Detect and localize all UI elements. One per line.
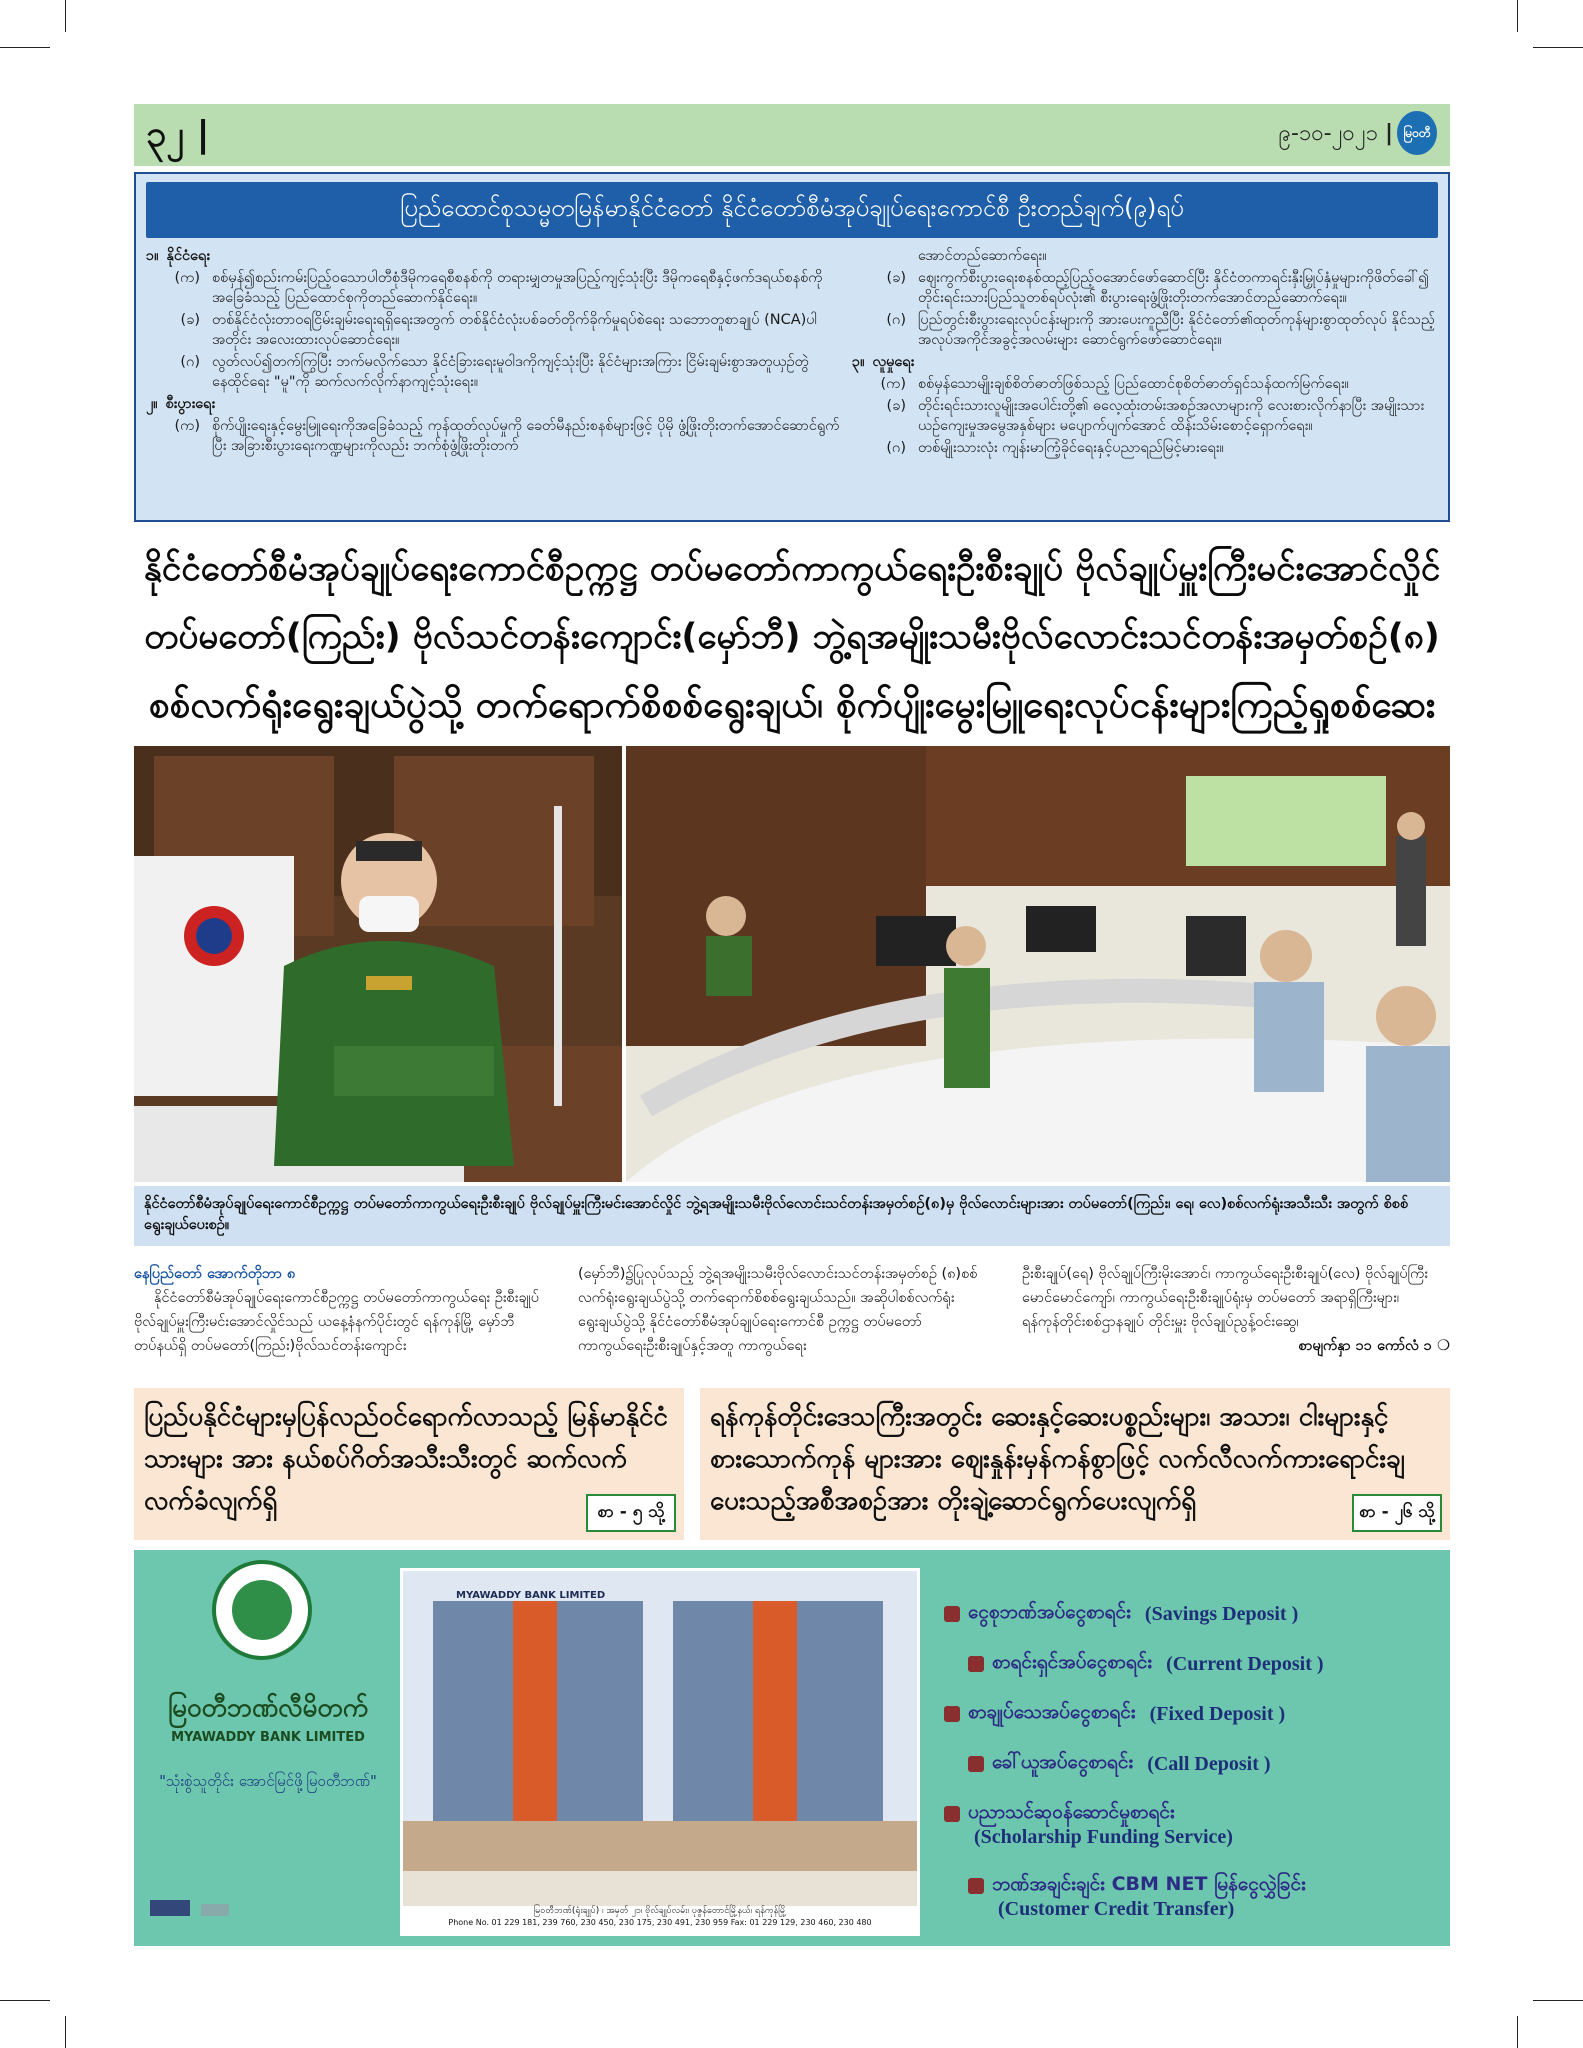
item-text: တိုင်းရင်းသားလူမျိုးအပေါင်းတို့၏ ဓလေ့ထုံးတမ်းအစဉ်အလာများကို လေးစားလိုက်နာပြီး အမျိုးသားယဉ်ကျေးမှုအမွေအနှစ်များ မပျောက်ပျက်အောင် ထိန်းသိမ်းစောင့်ရှောက်ရေး။ — [918, 398, 1425, 434]
item-text: ပြည်တွင်းစီးပွားရေးလုပ်ငန်းများကို အားပေးကူညီပြီး နိုင်ငံတော်၏ထုတ်ကုန်များစွာထုတ်လုပ် နိုင်သည့် အလုပ်အကိုင်အခွင့်အလမ်းများ ဆောင်ရွက်ဖော်ဆောင်ရေး။ — [918, 312, 1436, 348]
bank-building-image — [400, 1568, 920, 1936]
ad-footer-phone: Phone No. 01 229 181, 239 760, 230 450, 230 175, 230 491, 230 959 Fax: 01 229 129, 230 460, 230 480 — [448, 1918, 872, 1927]
article-byline: နေပြည်တော် အောက်တိုဘာ ၈ — [134, 1266, 296, 1282]
teaser-page-link[interactable]: စာ - ၅ သို့ — [586, 1494, 676, 1532]
objectives-title: ပြည်ထောင်စုသမ္မတမြန်မာနိုင်ငံတော် နိုင်ငံတော်စီမံအုပ်ချုပ်ရေးကောင်စီ ဦးတည်ချက်(၉)ရပ် — [146, 182, 1438, 238]
crop-mark — [1533, 47, 1583, 48]
objective-section-heading — [146, 246, 842, 266]
item-text: တစ်နိုင်ငံလုံးတာဝရငြိမ်းချမ်းရေးရရှိရေးအတွက် တစ်နိုင်ငံလုံးပစ်ခတ်တိုက်ခိုက်မှုရပ်စဲရေး သဘောတူစာချုပ် (NCA)ပါအတိုင်း အလေးထားလုပ်ဆောင်ရေး။ — [212, 312, 818, 348]
item-number: (ဂ) — [886, 312, 906, 328]
objective-item — [852, 268, 1442, 308]
photo-meeting-hall — [626, 746, 1450, 1182]
page-header-band — [134, 104, 1450, 166]
crop-mark — [65, 2016, 66, 2048]
objective-item — [852, 310, 1442, 350]
money-bag-icon — [944, 1706, 960, 1722]
item-number: (ခ) — [180, 312, 200, 328]
crop-mark — [1533, 2000, 1583, 2001]
objective-section-heading — [852, 352, 1442, 372]
objective-item — [852, 396, 1442, 436]
section-title: စီးပွားရေး — [165, 396, 216, 412]
teaser-returnees[interactable] — [134, 1388, 684, 1540]
section-number: ၃။ — [852, 354, 865, 370]
item-number: (က) — [174, 270, 200, 286]
objective-item — [146, 310, 842, 350]
page-number: ၃၂ | — [146, 114, 210, 155]
photo-commander-in-chief — [134, 746, 622, 1182]
card-logos — [150, 1900, 300, 1918]
item-text: စစ်မှန်သောမျိုးချစ်စိတ်ဓာတ်ဖြစ်သည့် ပြည်ထောင်စုစိတ်ဓာတ်ရှင်သန်ထက်မြက်ရေး။ — [918, 376, 1349, 392]
section-title: နိုင်ငံရေး — [166, 248, 211, 264]
objective-section-heading — [146, 394, 842, 414]
section-number: ၁။ — [146, 248, 159, 264]
crop-mark — [0, 47, 50, 48]
teaser-text: ရန်ကုန်တိုင်းဒေသကြီးအတွင်း ဆေးနှင့်ဆေးပစ္စည်းများ၊ အသား၊ ငါးများနှင့်စားသောက်ကုန် များအား ဈေးနှုန်းမှန်ကန်စွာဖြင့် လက်လီလက်ကားရောင်းချပေးသည့်အစီအစဉ်အား တိုးချဲ့ဆောင်ရွက်ပေးလျက်ရှိ — [710, 1402, 1405, 1516]
item-number — [852, 246, 918, 266]
bank-slogan: "သုံးစွဲသူတိုင်း အောင်မြင်ဖို့မြဝတီဘဏ်" — [159, 1772, 377, 1790]
item-number: (ခ) — [886, 270, 906, 286]
teaser-page-link[interactable]: စာ - ၂၆ သို့ — [1352, 1494, 1442, 1532]
service-savings: ငွေစုဘဏ်အပ်ငွေစာရင်း (Savings Deposit ) — [944, 1600, 1298, 1628]
service-call: ခေါ်ယူအပ်ငွေစာရင်း (Call Deposit ) — [968, 1750, 1271, 1778]
headline-line-1: နိုင်ငံတော်စီမံအုပ်ချုပ်ရေးကောင်စီဥက္ကဋ္ဌ တပ်မတော်ကာကွယ်ရေးဦးစီးချုပ် ဗိုလ်ချုပ်မှူးကြီးမင်းအောင်လှိုင် — [143, 549, 1441, 589]
headline-line-3: စစ်လက်ရုံးရွေးချယ်ပွဲသို့ တက်ရောက်စိစစ်ရွေးချယ်၊ စိုက်ပျိုးမွေးမြူရေးလုပ်ငန်းများကြည့်ရှုစစ်ဆေး — [148, 683, 1436, 726]
service-scholarship-en: (Scholarship Funding Service) — [974, 1826, 1233, 1848]
ad-footer-address: မြဝတီဘဏ်(ရုံးချုပ်) ၊ အမှတ် ၂၁၊ ဗိုလ်ချုပ်လမ်း၊ ပုဇွန်တောင်မြို့နယ်၊ ရန်ကုန်မြို့ — [533, 1906, 787, 1916]
objective-item — [852, 246, 1442, 266]
article-column-1 — [134, 1262, 554, 1358]
article-column-2 — [578, 1262, 998, 1358]
article-text-3: ဦးစီးချုပ်(ရေ) ဗိုလ်ချုပ်ကြီးမိုးအောင်၊ ကာကွယ်ရေးဦးစီးချုပ်(လေ) ဗိုလ်ချုပ်ကြီးမောင်မောင်ကျော်၊ ကာကွယ်ရေးဦးစီးချုပ်ရုံးမှ တပ်မတော် အရာရှိကြီးများ၊ ရန်ကုန်တိုင်းစစ်ဌာနချုပ် တိုင်းမှူး ဗိုလ်ချုပ်ညွန့်ဝင်းဆွေ၊ — [1022, 1266, 1428, 1330]
continued-note: စာမျက်နှာ ၁၁ ကော်လံ ၁ ❍ — [1298, 1338, 1450, 1354]
item-number: (ဂ) — [886, 440, 906, 456]
objectives-right-column — [852, 246, 1442, 460]
service-cbm-net-en: (Customer Credit Transfer) — [998, 1898, 1235, 1920]
service-scholarship: ပညာသင်ဆုဝန်ဆောင်မှုစာရင်း — [944, 1800, 1189, 1828]
item-text: စိုက်ပျိုးရေးနှင့်မွေးမြူရေးကိုအခြေခံသည့် ကုန်ထုတ်လုပ်မှုကို ခေတ်မီနည်းစနစ်များဖြင့် ပိုမို ဖွံ့ဖြိုးတိုးတက်အောင်ဆောင်ရွက်ပြီး အခြားစီးပွားရေးကဏ္ဍများကိုလည်း ဘက်စုံဖွံ့ဖြိုးတိုးတက် — [212, 418, 840, 454]
money-bag-icon — [944, 1806, 960, 1822]
money-bag-icon — [968, 1756, 984, 1772]
section-number: ၂။ — [146, 396, 158, 412]
objective-item — [146, 352, 842, 392]
money-bag-icon — [968, 1878, 984, 1894]
item-number: (ခ) — [886, 398, 906, 414]
bank-logo — [212, 1560, 312, 1660]
newspaper-logo: မြဝတီ — [1397, 111, 1437, 155]
article-text-2: (မှော်ဘီ)၌ပြုလုပ်သည့် ဘွဲ့ရအမျိုးသမီးဗိုလ်လောင်းသင်တန်းအမှတ်စဉ် (၈)စစ်လက်ရုံးရွေးချယ်ပွဲသို့ တက်ရောက်စိစစ်ရွေးချယ်သည်။ အဆိုပါစစ်လက်ရုံးရွေးချယ်ပွဲသို့ နိုင်ငံတော်စီမံအုပ်ချုပ်ရေးကောင်စီ ဥက္ကဋ္ဌ တပ်မတော်ကာကွယ်ရေးဦးစီးချုပ်နှင့်အတူ ကာကွယ်ရေး — [578, 1266, 978, 1354]
section-title: လူမှုရေး — [872, 354, 915, 370]
article-text-1: နိုင်ငံတော်စီမံအုပ်ချုပ်ရေးကောင်စီဥက္ကဋ္ဌ တပ်မတော်ကာကွယ်ရေး ဦးစီးချုပ် ဗိုလ်ချုပ်မှူးကြီးမင်းအောင်လှိုင်သည် ယနေ့နံနက်ပိုင်းတွင် ရန်ကုန်မြို့ မှော်ဘီတပ်နယ်ရှိ တပ်မတော်(ကြည်း)ဗိုလ်သင်တန်းကျောင်း — [134, 1290, 540, 1354]
article-column-3 — [1022, 1262, 1450, 1358]
item-text: လွတ်လပ်၍တက်ကြွပြီး ဘက်မလိုက်သော နိုင်ငံခြားရေးမူဝါဒကိုကျင့်သုံးပြီး နိုင်ငံများအကြား ငြိမ်းချမ်းစွာအတူယှဉ်တွဲနေထိုင်ရေး "မူ"ကို ဆက်လက်လိုက်နာကျင့်သုံးရေး။ — [212, 354, 809, 390]
building-sign: MYAWADDY BANK LIMITED — [456, 1590, 606, 1601]
money-bag-icon — [968, 1656, 984, 1672]
item-text: စစ်မှန်၍စည်းကမ်းပြည့်ဝသောပါတီစုံဒီမိုကရေစီစနစ်ကို တရားမျှတမှုအပြည့်ကျင့်သုံးပြီး ဒီမိုကရေစီနှင့်ဖက်ဒရယ်စနစ်ကိုအခြေခံသည့် ပြည်ထောင်စုကိုတည်ဆောက်နိုင်ရေး။ — [212, 270, 823, 306]
service-current: စာရင်းရှင်အပ်ငွေစာရင်း (Current Deposit ) — [968, 1650, 1324, 1678]
objective-item — [146, 416, 842, 456]
item-number: (က) — [174, 418, 200, 434]
item-number: (ဂ) — [180, 354, 200, 370]
bank-name-en: MYAWADDY BANK LIMITED — [171, 1730, 365, 1745]
objective-item — [852, 438, 1442, 458]
headline-line-2: တပ်မတော်(ကြည်း) ဗိုလ်သင်တန်းကျောင်း(မှော်ဘီ) ဘွဲ့ရအမျိုးသမီးဗိုလ်လောင်းသင်တန်းအမှတ်စဉ်(၈) — [144, 617, 1440, 657]
crop-mark — [65, 0, 66, 32]
teaser-yangon-prices[interactable] — [700, 1388, 1450, 1540]
issue-date: ၉-၁၀-၂၀၂၁ | — [1278, 121, 1393, 146]
crop-mark — [1517, 0, 1518, 32]
objectives-left-column — [146, 246, 842, 458]
item-text: ဈေးကွက်စီးပွားရေးစနစ်ထည့်ပြည့်ဝအောင်ဖော်ဆောင်ပြီး နိုင်ငံတကာရင်းနှီးမြှုပ်နှံမှုများကိုဖိတ်ခေါ်၍ တိုင်းရင်းသားပြည်သူတစ်ရပ်လုံး၏ စီးပွားရေးဖွံ့ဖြိုးတိုးတက်အောင်တည်ဆောက်ရေး။ — [918, 270, 1430, 306]
crop-mark — [0, 2000, 50, 2001]
item-text: တစ်မျိုးသားလုံး ကျန်းမာကြံ့ခိုင်ရေးနှင့်ပညာရည်မြင့်မားရေး။ — [918, 440, 1224, 456]
money-bag-icon — [944, 1606, 960, 1622]
service-fixed: စာချုပ်သေအပ်ငွေစာရင်း (Fixed Deposit ) — [944, 1700, 1285, 1728]
item-text: အောင်တည်ဆောက်ရေး။ — [918, 248, 1047, 264]
teaser-text: ပြည်ပနိုင်ငံများမှပြန်လည်ဝင်ရောက်လာသည့် မြန်မာနိုင်ငံသားများ အား နယ်စပ်ဂိတ်အသီးသီးတွင် ဆက်လက်လက်ခံလျက်ရှိ — [144, 1402, 668, 1516]
objective-item — [852, 374, 1442, 394]
bank-name-mm: မြဝတီဘဏ်လီမိတက် — [167, 1693, 369, 1723]
crop-mark — [1517, 2016, 1518, 2048]
photo-caption: နိုင်ငံတော်စီမံအုပ်ချုပ်ရေးကောင်စီဥက္ကဋ္ဌ တပ်မတော်ကာကွယ်ရေးဦးစီးချုပ် ဗိုလ်ချုပ်မှူးကြီးမင်းအောင်လှိုင် ဘွဲ့ရအမျိုးသမီးဗိုလ်လောင်းသင်တန်းအမှတ်စဉ်(၈)မှ ဗိုလ်လောင်းများအား တပ်မတော်(ကြည်း၊ ရေ၊ လေ)စစ်လက်ရုံးအသီးသီး အတွက် စိစစ်ရွေးချယ်ပေးစဉ်။ — [134, 1186, 1450, 1246]
objective-item — [146, 268, 842, 308]
service-cbm-net: ဘဏ်အချင်းချင်း CBM NET မြန်ငွေလွှဲခြင်း — [968, 1872, 1320, 1900]
item-number: (က) — [880, 376, 906, 392]
